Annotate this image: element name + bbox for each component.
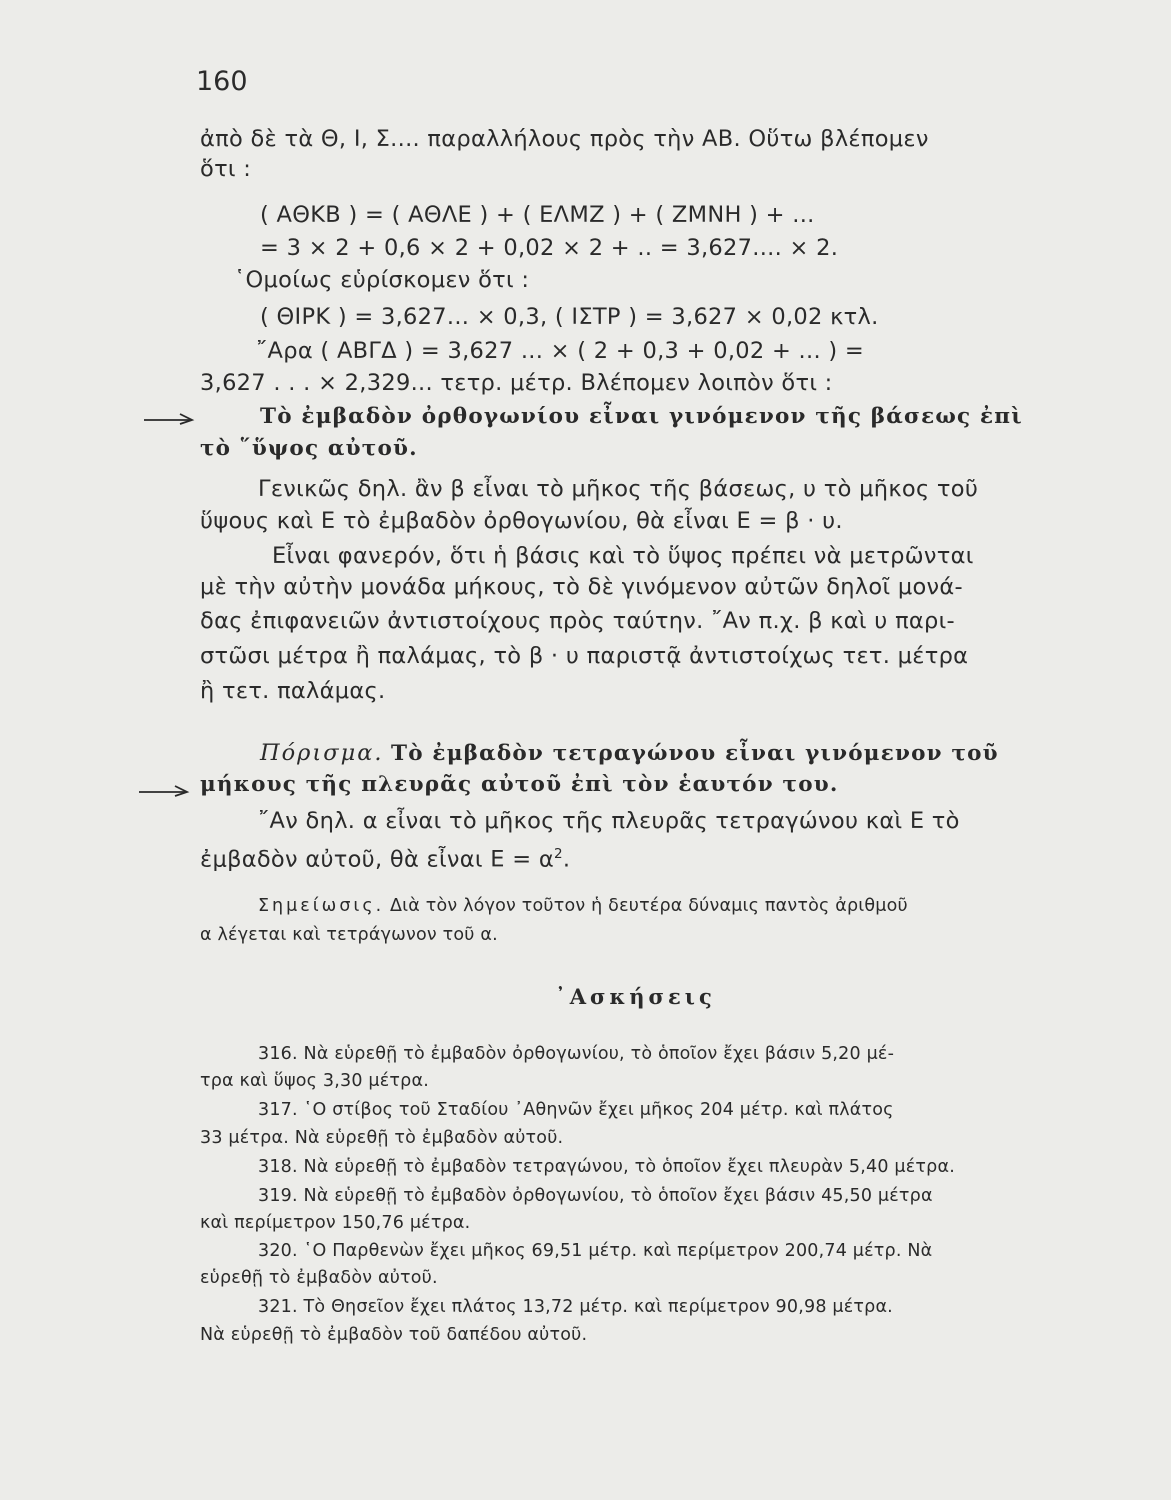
exercise-line: καὶ περίμετρον 150,76 μέτρα. [200,1213,471,1233]
margin-arrow-icon [135,780,195,800]
exercise-line: 33 μέτρα. Νὰ εὑρεθῇ τὸ ἐμβαδὸν αὐτοῦ. [200,1128,564,1148]
text-line: δας ἐπιφανειῶν ἀντιστοίχους πρὸς ταύτην. ῎Αν π.χ. β καὶ υ παρι- [200,608,955,634]
text-line: ἢ τετ. παλάμας. [200,678,386,704]
text-line: ῾Ομοίως εὑρίσκομεν ὅτι : [234,267,530,293]
corollary-statement: μήκους τῆς πλευρᾶς αὐτοῦ ἐπὶ τὸν ἑαυτόν του. [200,772,839,797]
corollary-label: Πόρισμα. [260,740,384,766]
text-fragment: ἐμβαδὸν αὐτοῦ, θὰ εἶναι Ε = α [200,846,554,873]
exponent: 2 [554,846,563,862]
text-line [200,839,570,875]
text-line: 3,627 . . . × 2,329... τετρ. μέτρ. Βλέπομεν λοιπὸν ὅτι : [200,370,833,396]
margin-arrow-icon [140,408,200,428]
text-line: ὅτι : [200,156,252,182]
text-line: στῶσι μέτρα ἢ παλάμας, τὸ β · υ παριστᾷ ἀντιστοίχως τετ. μέτρα [200,643,969,669]
exercise-line: 319. Νὰ εὑρεθῇ τὸ ἐμβαδὸν ὀρθογωνίου, τὸ ὁποῖον ἔχει βάσιν 45,50 μέτρα [258,1186,933,1206]
equation-line: ῎Αρα ( ΑΒΓΔ ) = 3,627 ... × ( 2 + 0,3 + 0,02 + ... ) = [256,338,865,364]
page-number: 160 [196,66,248,97]
corollary-statement: Τὸ ἐμβαδὸν τετραγώνου εἶναι γινόμενον τοῦ [391,741,999,766]
equation-line: ( ΑΘΚΒ ) = ( ΑΘΛΕ ) + ( ΕΛΜΖ ) + ( ΖΜΝΗ ) + ... [260,202,815,228]
text-line: ῎Αν δηλ. α εἶναι τὸ μῆκος τῆς πλευρᾶς τετραγώνου καὶ Ε τὸ [258,808,960,834]
exercise-line: 321. Τὸ Θησεῖον ἔχει πλάτος 13,72 μέτρ. καὶ περίμετρον 90,98 μέτρα. [258,1297,893,1317]
exercise-line: 316. Νὰ εὑρεθῇ τὸ ἐμβαδὸν ὀρθογωνίου, τὸ ὁποῖον ἔχει βάσιν 5,20 μέ- [258,1044,895,1064]
note-label: Σημείωσις. [258,896,385,916]
text-line: ὕψους καὶ Ε τὸ ἐμβαδὸν ὀρθογωνίου, θὰ εἶναι Ε = β · υ. [200,508,843,534]
exercise-line: τρα καὶ ὕψος 3,30 μέτρα. [200,1071,429,1091]
exercises-heading: ᾿Ασκήσεις [555,984,716,1009]
corollary-line [260,738,999,769]
theorem-line: τὸ ῞ὕψος αὐτοῦ. [200,436,418,461]
note-line [258,893,908,919]
text-line: μὲ τὴν αὐτὴν μονάδα μήκους, τὸ δὲ γινόμενον αὐτῶν δηλοῖ μονά- [200,574,963,600]
text-line: ἀπὸ δὲ τὰ Θ, Ι, Σ.... παραλλήλους πρὸς τὴν ΑΒ. Οὕτω βλέπομεν [200,126,929,152]
exercise-line: 318. Νὰ εὑρεθῇ τὸ ἐμβαδὸν τετραγώνου, τὸ ὁποῖον ἔχει πλευρὰν 5,40 μέτρα. [258,1157,955,1177]
text-line: Εἶναι φανερόν, ὅτι ἡ βάσις καὶ τὸ ὕψος πρέπει νὰ μετρῶνται [272,543,974,569]
equation-line: = 3 × 2 + 0,6 × 2 + 0,02 × 2 + .. = 3,627.... × 2. [260,235,839,261]
text-line: Γενικῶς δηλ. ἂν β εἶναι τὸ μῆκος τῆς βάσεως, υ τὸ μῆκος τοῦ [258,476,979,502]
theorem-line: Τὸ ἐμβαδὸν ὀρθογωνίου εἶναι γινόμενον τῆς βάσεως ἐπὶ [260,404,1023,429]
text-fragment: . [562,846,571,873]
equation-line: ( ΘΙΡΚ ) = 3,627... × 0,3, ( ΙΣΤΡ ) = 3,627 × 0,02 κτλ. [260,304,879,330]
note-line: α λέγεται καὶ τετράγωνον τοῦ α. [200,925,498,945]
exercise-line: Νὰ εὑρεθῇ τὸ ἐμβαδὸν τοῦ δαπέδου αὐτοῦ. [200,1325,588,1345]
note-text: Διὰ τὸν λόγον τοῦτον ἡ δευτέρα δύναμις παντὸς ἀριθμοῦ [389,896,908,916]
exercise-line: εὑρεθῇ τὸ ἐμβαδὸν αὐτοῦ. [200,1268,438,1288]
exercise-line: 320. ῾Ο Παρθενὼν ἔχει μῆκος 69,51 μέτρ. καὶ περίμετρον 200,74 μέτρ. Νὰ [258,1241,933,1261]
exercise-line: 317. ῾Ο στίβος τοῦ Σταδίου ᾿Αθηνῶν ἔχει μῆκος 204 μέτρ. καὶ πλάτος [258,1100,894,1120]
